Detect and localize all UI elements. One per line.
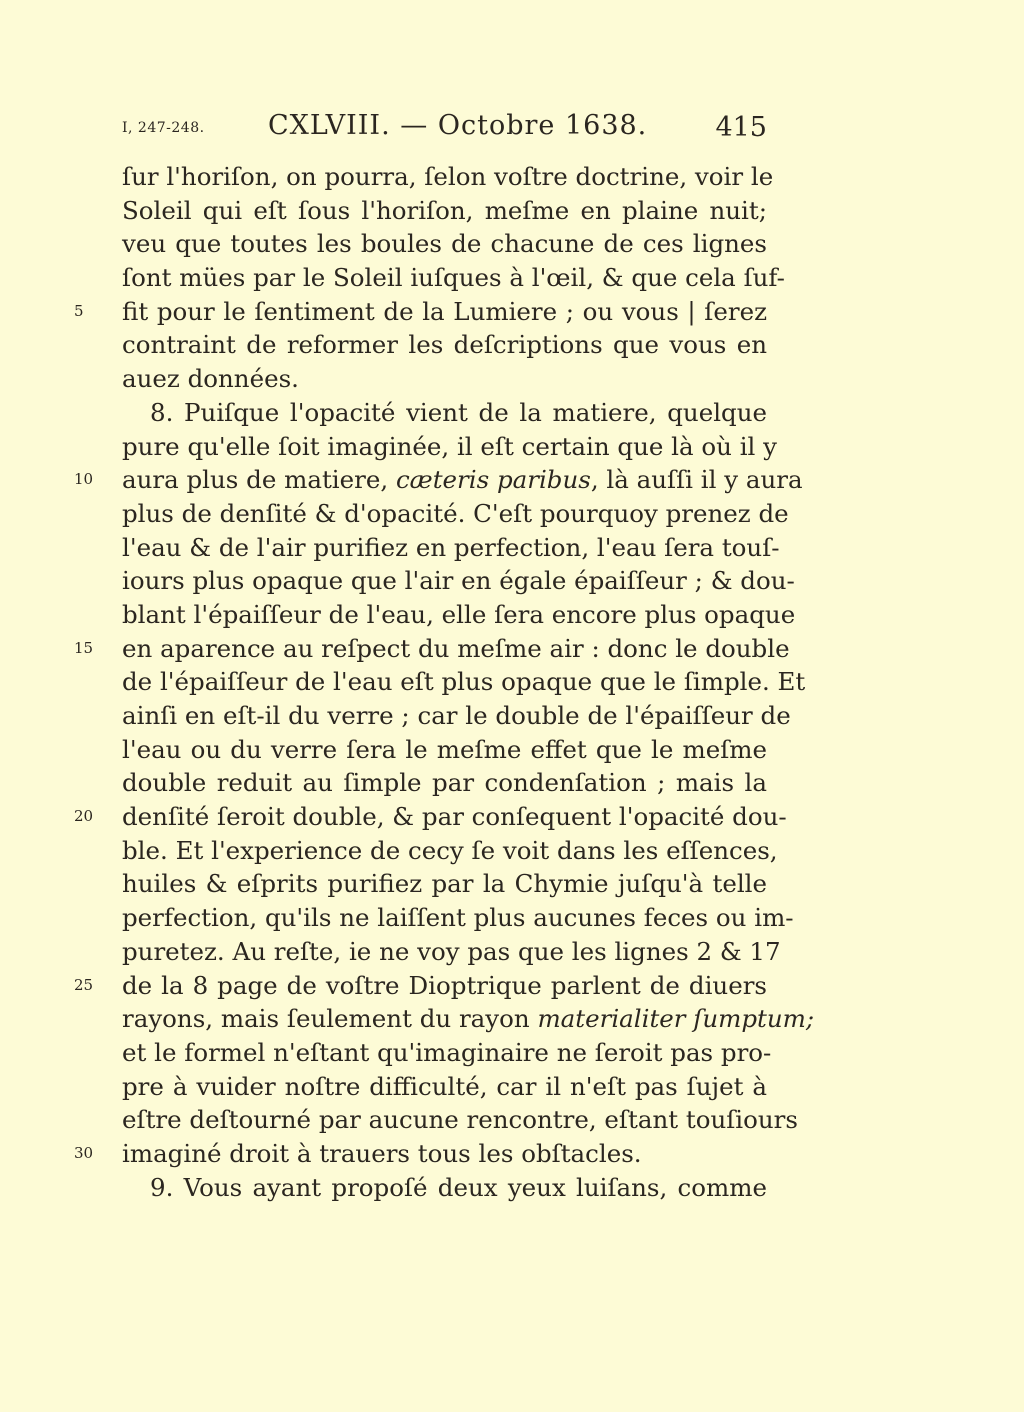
- text-line: [122, 362, 767, 396]
- text-line: [122, 430, 777, 464]
- letter-heading: CXLVIII. — Octobre 1638.: [268, 110, 648, 141]
- text-line: [122, 935, 781, 969]
- text-line: [74, 632, 790, 666]
- line-text: auez données.: [122, 364, 299, 394]
- line-text: aura plus de matiere,: [122, 465, 396, 495]
- text-line: [122, 564, 795, 598]
- text-line: [74, 969, 767, 1003]
- text-line: [74, 800, 787, 834]
- line-text: , là auſſi il y aura: [590, 465, 803, 495]
- running-head: [122, 110, 767, 150]
- text-line: [122, 328, 767, 362]
- line-text: Soleil qui eſt ſous l'horiſon, meſme en plaine nuit;: [122, 195, 767, 225]
- text-line: [122, 834, 778, 868]
- text-line: [122, 766, 767, 800]
- text-line: [122, 699, 791, 733]
- line-text: ſont mües par le Soleil iuſques à l'œil, & que cela ſuf-: [122, 263, 785, 293]
- text-line: [122, 497, 789, 531]
- line-text: imaginé droit à trauers tous les obſtacles.: [122, 1138, 642, 1168]
- text-line: [122, 261, 785, 295]
- line-text: pure qu'elle ſoit imaginée, il eſt certain que là où il y: [122, 431, 777, 461]
- text-line: [122, 1070, 767, 1104]
- text-line: [122, 396, 767, 430]
- line-text: et le formel n'eſtant qu'imaginaire ne ſeroit pas pro-: [122, 1037, 772, 1067]
- line-text: ble. Et l'experience de cecy ſe voit dans les eſſences,: [122, 835, 778, 865]
- line-text: 8. Puiſque l'opacité vient de la matiere, quelque: [150, 397, 767, 427]
- line-text: rayons, mais ſeulement du rayon: [122, 1004, 538, 1034]
- text-line: [122, 901, 794, 935]
- line-text: iours plus opaque que l'air en égale épaiſſeur ; & dou-: [122, 566, 795, 596]
- line-text: blant l'épaiſſeur de l'eau, elle ſera encore plus opaque: [122, 599, 796, 629]
- line-text: 9. Vous ayant propoſé deux yeux luiſans, comme: [150, 1172, 767, 1202]
- line-number: 10: [74, 470, 94, 489]
- line-text: puretez. Au reſte, ie ne voy pas que les lignes 2 & 17: [122, 936, 781, 966]
- text-line: [122, 1036, 772, 1070]
- line-number: 25: [74, 975, 94, 994]
- line-text: contraint de reformer les deſcriptions que vous en: [122, 330, 767, 360]
- line-text: huiles & eſprits purifiez par la Chymie juſqu'à telle: [122, 869, 767, 899]
- text-line: [122, 1002, 815, 1036]
- text-line: [74, 295, 767, 329]
- text-line: [122, 733, 767, 767]
- line-text: fit pour le ſentiment de la Lumiere ; ou vous | ſerez: [122, 296, 767, 326]
- line-text: pre à vuider noſtre difficulté, car il n'eſt pas ſujet à: [122, 1071, 767, 1101]
- text-line: [122, 867, 767, 901]
- italic-phrase: cæteris paribus: [395, 465, 591, 495]
- line-number: 30: [74, 1143, 94, 1162]
- line-text: en aparence au reſpect du meſme air : donc le double: [122, 633, 790, 663]
- line-number: 5: [74, 301, 84, 320]
- text-line: [122, 1171, 767, 1205]
- text-line: [122, 160, 774, 194]
- line-text: plus de denſité & d'opacité. C'eſt pourquoy prenez de: [122, 498, 789, 528]
- volume-reference: I, 247-248.: [122, 120, 205, 136]
- text-line: [122, 227, 767, 261]
- text-line: [122, 194, 767, 228]
- line-text: eſtre deſtourné par aucune rencontre, eſtant touſiours: [122, 1105, 798, 1135]
- text-line: [122, 598, 796, 632]
- line-text: double reduit au ſimple par condenſation ; mais la: [122, 768, 767, 798]
- body-text: [74, 160, 815, 1204]
- text-line: [122, 665, 806, 699]
- italic-phrase: materialiter ſumptum;: [537, 1004, 815, 1034]
- line-text: ſur l'horiſon, on pourra, ſelon voſtre doctrine, voir le: [122, 162, 774, 191]
- line-number: 20: [74, 807, 94, 826]
- text-line: [74, 1137, 767, 1171]
- line-text: denſité ſeroit double, & par conſequent l'opacité dou-: [122, 802, 787, 832]
- line-text: l'eau & de l'air purifiez en perfection, l'eau ſera touſ-: [122, 532, 780, 562]
- text-line: [122, 531, 780, 565]
- line-text: de l'épaiſſeur de l'eau eſt plus opaque que le ſimple. Et: [122, 667, 806, 697]
- line-text: ainſi en eſt-il du verre ; car le double de l'épaiſſeur de: [122, 701, 791, 730]
- line-text: veu que toutes les boules de chacune de ces lignes: [122, 229, 767, 259]
- text-line: [74, 463, 803, 497]
- line-text: de la 8 page de voſtre Dioptrique parlent de diuers: [122, 970, 767, 1000]
- line-number: 15: [74, 638, 94, 657]
- line-text: perfection, qu'ils ne laiſſent plus aucunes feces ou im-: [122, 903, 794, 933]
- page-number: 415: [715, 112, 767, 143]
- line-text: l'eau ou du verre ſera le meſme effet que le meſme: [122, 734, 767, 764]
- text-line: [122, 1103, 798, 1137]
